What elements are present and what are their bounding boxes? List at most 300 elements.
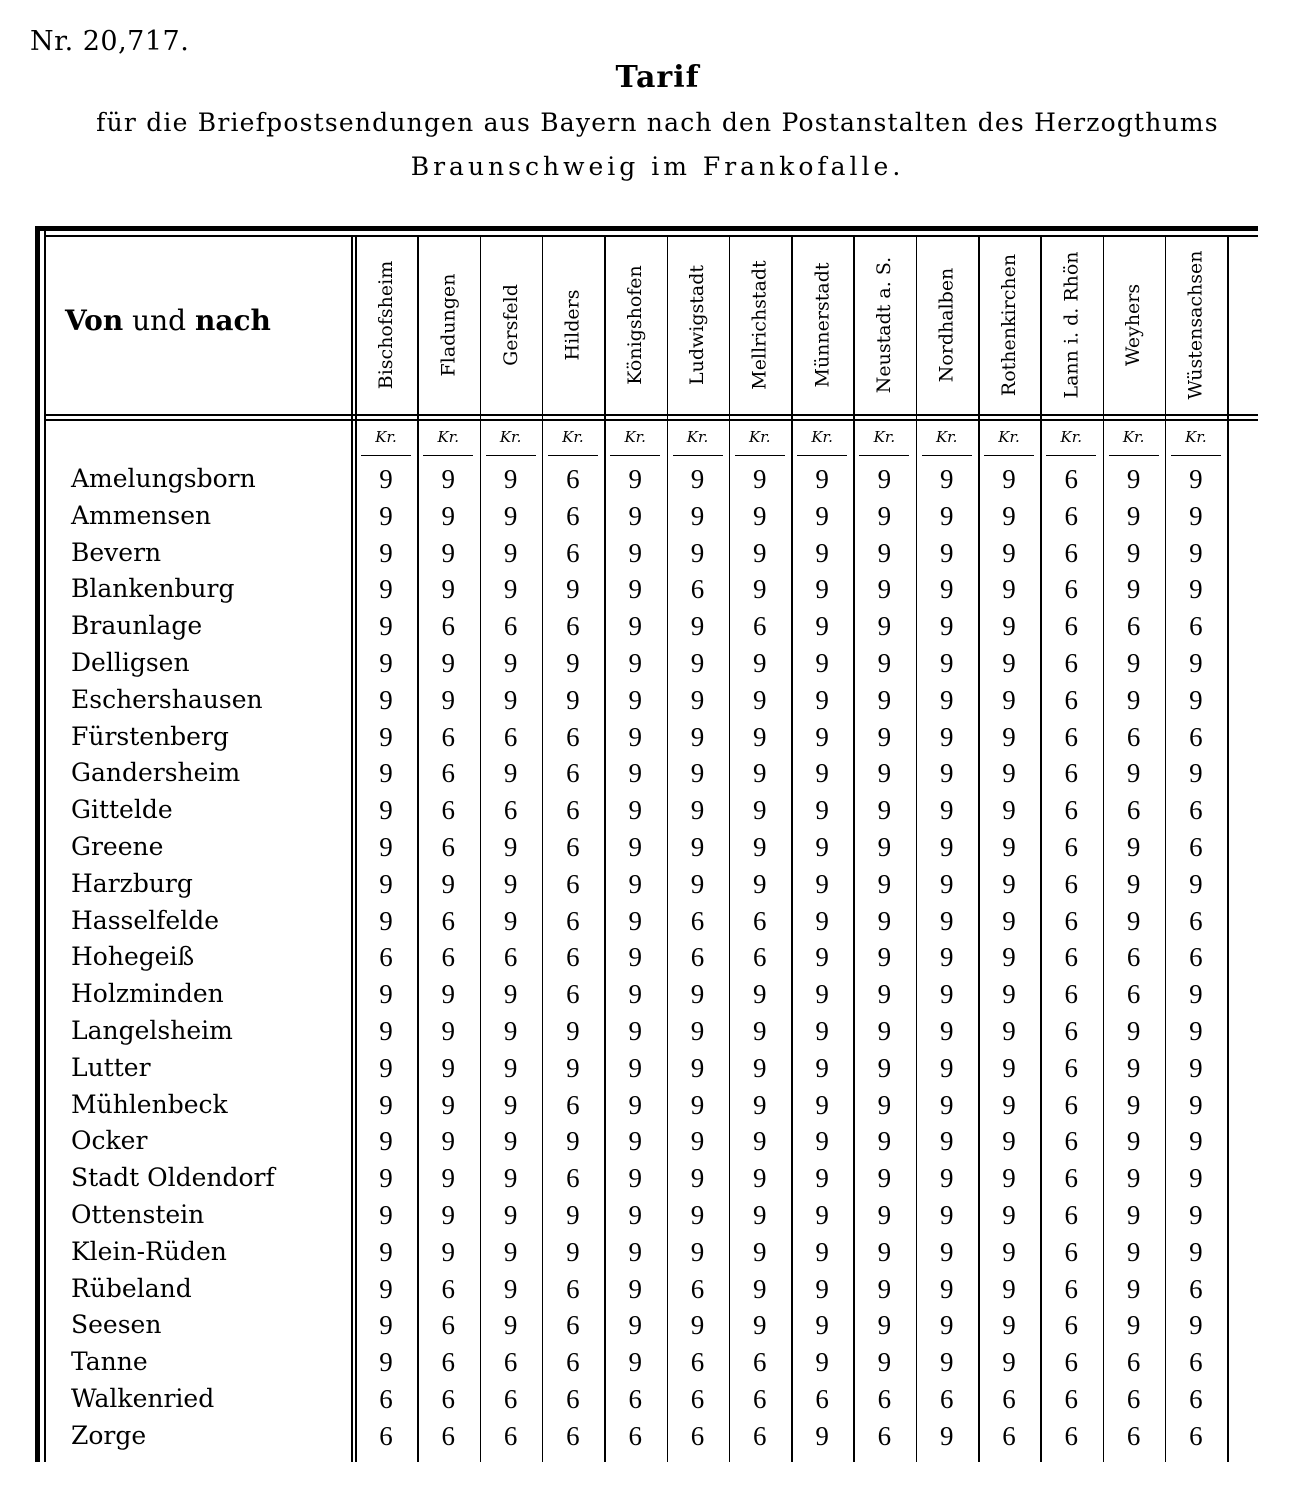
- tariff-cell: 9: [753, 1126, 767, 1157]
- column-header-label: Münnerstadt: [811, 262, 834, 388]
- tariff-cell: 6: [566, 611, 580, 642]
- tariff-cell: 9: [815, 684, 829, 715]
- tariff-cell: 9: [628, 795, 642, 826]
- column-header: [667, 236, 729, 414]
- table-top-rule: [35, 226, 1258, 231]
- tariff-cell: 9: [628, 574, 642, 605]
- tariff-cell: 9: [690, 464, 705, 494]
- column-header-label: Bischofsheim: [375, 260, 397, 390]
- tariff-cell: 9: [1126, 464, 1141, 494]
- tariff-cell: 9: [1002, 979, 1016, 1010]
- tariff-cell: 9: [1126, 1126, 1141, 1157]
- tariff-cell: 6: [566, 537, 580, 568]
- tariff-cell: 9: [1002, 537, 1016, 568]
- corner-header-and: und: [123, 304, 195, 337]
- column: [853, 236, 915, 1462]
- tariff-cell: 6: [1126, 979, 1141, 1010]
- tariff-cell: 9: [503, 574, 518, 605]
- tariff-cell: 9: [1126, 1089, 1141, 1120]
- tariff-cell: 9: [628, 979, 642, 1010]
- row-label: Amelungsborn: [71, 464, 256, 493]
- tariff-cell: 9: [628, 942, 642, 973]
- corner-header-to: nach: [194, 304, 271, 337]
- column: [1103, 236, 1165, 1462]
- tariff-cell: 9: [628, 905, 642, 936]
- tariff-cell: 9: [690, 1052, 705, 1083]
- tariff-cell: 9: [1189, 464, 1203, 494]
- tariff-cell: 6: [441, 942, 456, 973]
- tariff-cell: 9: [939, 1273, 954, 1304]
- row-label: Langelsheim: [71, 1016, 233, 1045]
- tariff-cell: 6: [566, 1384, 580, 1414]
- tariff-cell: 6: [1126, 1347, 1141, 1378]
- tariff-cell: 9: [753, 1089, 767, 1120]
- tariff-cell: 6: [1189, 832, 1203, 862]
- tariff-cell: 6: [1189, 1384, 1203, 1414]
- tariff-cell: 9: [1002, 1089, 1016, 1120]
- tariff-cell: 9: [877, 1273, 892, 1304]
- tariff-cell: 9: [1126, 832, 1141, 862]
- tariff-cell: 9: [690, 1016, 705, 1046]
- tariff-cell: 9: [566, 574, 580, 605]
- tariff-cell: 6: [1064, 1347, 1079, 1378]
- tariff-cell: 6: [441, 1273, 456, 1304]
- tariff-cell: 6: [441, 1347, 456, 1378]
- tariff-cell: 9: [815, 758, 829, 789]
- tariff-cell: 9: [690, 684, 705, 715]
- column-header: [791, 236, 853, 414]
- tariff-cell: 9: [939, 1200, 954, 1230]
- tariff-cell: 9: [753, 795, 767, 826]
- tariff-cell: 6: [690, 1420, 705, 1451]
- tariff-cell: 9: [1189, 684, 1203, 715]
- column-header-label: Nordhalben: [935, 267, 958, 383]
- tariff-cell: 9: [1002, 574, 1016, 605]
- tariff-cell: 9: [690, 500, 705, 531]
- tariff-cell: 6: [441, 1384, 456, 1414]
- tariff-cell: 6: [1189, 795, 1203, 826]
- tariff-cell: 9: [877, 721, 892, 752]
- tariff-cell: 9: [939, 1347, 954, 1378]
- tariff-cell: 9: [379, 1016, 393, 1046]
- tariff-cell: 6: [1126, 942, 1141, 973]
- tariff-cell: 9: [877, 537, 892, 568]
- tariff-cell: 6: [379, 942, 393, 973]
- tariff-cell: 6: [690, 905, 705, 936]
- tariff-cell: 9: [1189, 1236, 1203, 1267]
- tariff-cell: 6: [690, 1273, 705, 1304]
- tariff-cell: 9: [1126, 648, 1141, 678]
- tariff-cell: 6: [566, 1273, 580, 1304]
- tariff-cell: 6: [753, 1420, 767, 1451]
- tariff-cell: 9: [753, 684, 767, 715]
- tariff-cell: 9: [566, 1200, 580, 1230]
- tariff-cell: 9: [753, 1200, 767, 1230]
- tariff-cell: 9: [1189, 648, 1203, 678]
- tariff-cell: 9: [1126, 1273, 1141, 1304]
- tariff-cell: 6: [441, 758, 456, 789]
- tariff-cell: 9: [379, 537, 393, 568]
- tariff-cell: 6: [1064, 795, 1079, 826]
- tariff-cell: 6: [566, 795, 580, 826]
- column-header-label: Neustadt a. S.: [873, 256, 896, 394]
- tariff-cell: 9: [379, 721, 393, 752]
- tariff-cell: 9: [379, 1089, 393, 1120]
- tariff-cell: 9: [503, 537, 518, 568]
- tariff-cell: 6: [566, 464, 580, 494]
- tariff-cell: 6: [1002, 1384, 1016, 1414]
- column-unit-label: Kr.: [361, 423, 411, 456]
- tariff-cell: 9: [503, 905, 518, 936]
- tariff-cell: 9: [753, 721, 767, 752]
- tariff-cell: 9: [628, 1236, 642, 1267]
- tariff-cell: 6: [753, 1384, 767, 1414]
- tariff-cell: 9: [441, 1200, 456, 1230]
- tariff-cell: 6: [379, 1420, 393, 1451]
- column-header: [978, 236, 1040, 414]
- column-header-label: Gersfeld: [499, 284, 522, 366]
- table-left-rule: [35, 226, 40, 1462]
- tariff-cell: 9: [815, 905, 829, 936]
- tariff-cell: 9: [753, 648, 767, 678]
- tariff-cell: 9: [1126, 1200, 1141, 1230]
- tariff-cell: 9: [1189, 1163, 1203, 1194]
- tariff-cell: 6: [1064, 979, 1079, 1010]
- tariff-cell: 9: [1189, 500, 1203, 531]
- tariff-cell: 9: [1002, 500, 1016, 531]
- tariff-cell: 6: [1064, 1420, 1079, 1451]
- tariff-cell: 9: [877, 1236, 892, 1267]
- tariff-cell: 9: [628, 1163, 642, 1194]
- tariff-cell: 9: [1002, 721, 1016, 752]
- tariff-cell: 9: [1189, 1126, 1203, 1157]
- row-label: Ottenstein: [71, 1200, 205, 1229]
- tariff-cell: 6: [1064, 1089, 1079, 1120]
- tariff-cell: 9: [1126, 1163, 1141, 1194]
- tariff-cell: 6: [1064, 942, 1079, 973]
- tariff-cell: 9: [815, 1420, 829, 1451]
- column-unit-label: Kr.: [1109, 423, 1159, 456]
- tariff-cell: 6: [939, 1384, 954, 1414]
- tariff-cell: 6: [815, 1384, 829, 1414]
- tariff-cell: 9: [690, 832, 705, 862]
- tariff-cell: 9: [1126, 1310, 1141, 1341]
- tariff-cell: 6: [628, 1420, 642, 1451]
- column: [978, 236, 1040, 1462]
- column-separator: [1227, 236, 1229, 1462]
- column-unit-label: Kr.: [548, 423, 598, 456]
- tariff-cell: 9: [753, 500, 767, 531]
- tariff-cell: 6: [566, 721, 580, 752]
- tariff-cell: 9: [379, 832, 393, 862]
- column: [1165, 236, 1227, 1462]
- tariff-cell: 6: [1064, 832, 1079, 862]
- row-label: Delligsen: [71, 648, 190, 677]
- tariff-cell: 9: [690, 1200, 705, 1230]
- tariff-cell: 6: [1064, 1236, 1079, 1267]
- tariff-cell: 9: [379, 1347, 393, 1378]
- tariff-cell: 9: [1002, 1052, 1016, 1083]
- tariff-cell: 9: [628, 648, 642, 678]
- tariff-cell: 9: [441, 1052, 456, 1083]
- tariff-cell: 6: [690, 1347, 705, 1378]
- tariff-cell: 9: [815, 1200, 829, 1230]
- tariff-cell: 9: [815, 942, 829, 973]
- tariff-cell: 9: [503, 1089, 518, 1120]
- tariff-cell: 9: [753, 1273, 767, 1304]
- tariff-cell: 9: [379, 868, 393, 899]
- tariff-cell: 9: [1126, 1016, 1141, 1046]
- tariff-cell: 9: [939, 942, 954, 973]
- tariff-cell: 9: [753, 1310, 767, 1341]
- tariff-cell: 9: [441, 684, 456, 715]
- tariff-cell: 6: [1189, 905, 1203, 936]
- tariff-cell: 9: [753, 1052, 767, 1083]
- tariff-cell: 6: [753, 942, 767, 973]
- tariff-cell: 6: [1064, 1163, 1079, 1194]
- column-header: [916, 236, 978, 414]
- tariff-cell: 9: [877, 832, 892, 862]
- tariff-cell: 9: [566, 1236, 580, 1267]
- tariff-cell: 6: [1064, 574, 1079, 605]
- column: [542, 236, 604, 1462]
- tariff-cell: 9: [753, 1016, 767, 1046]
- row-label: Tanne: [71, 1347, 148, 1377]
- tariff-cell: 9: [441, 648, 456, 678]
- tariff-cell: 6: [1064, 648, 1079, 678]
- tariff-cell: 6: [1064, 537, 1079, 568]
- column: [791, 236, 853, 1462]
- tariff-cell: 9: [877, 574, 892, 605]
- tariff-cell: 6: [1189, 942, 1203, 973]
- document-subtitle-line2: Braunschweig im Frankofalle.: [410, 152, 905, 181]
- tariff-cell: 9: [815, 795, 829, 826]
- tariff-cell: 6: [503, 795, 518, 826]
- tariff-cell: 9: [503, 832, 518, 862]
- tariff-cell: 9: [1189, 1016, 1203, 1046]
- tariff-cell: 9: [1002, 868, 1016, 899]
- column-unit-label: Kr.: [486, 423, 536, 456]
- row-label: Hasselfelde: [71, 905, 219, 935]
- tariff-cell: 9: [753, 574, 767, 605]
- row-label: Klein-Rüden: [71, 1236, 227, 1266]
- tariff-cell: 9: [815, 1273, 829, 1304]
- tariff-cell: 9: [815, 464, 829, 494]
- tariff-cell: 6: [566, 500, 580, 531]
- tariff-cell: 9: [379, 795, 393, 826]
- tariff-cell: 9: [1126, 574, 1141, 605]
- tariff-cell: 9: [1002, 1163, 1016, 1194]
- tariff-cell: 9: [1002, 648, 1016, 678]
- tariff-cell: 9: [1189, 1310, 1203, 1341]
- tariff-cell: 9: [379, 1273, 393, 1304]
- tariff-cell: 9: [877, 464, 892, 494]
- tariff-cell: 9: [1189, 979, 1203, 1010]
- row-label: Walkenried: [71, 1384, 215, 1413]
- column: [667, 236, 729, 1462]
- column-unit-label: Kr.: [922, 423, 972, 456]
- tariff-cell: 6: [1126, 611, 1141, 642]
- tariff-cell: 6: [441, 1420, 456, 1451]
- tariff-cell: 9: [877, 868, 892, 899]
- tariff-cell: 9: [939, 464, 954, 494]
- tariff-cell: 9: [628, 758, 642, 789]
- tariff-cell: 9: [1189, 1052, 1203, 1083]
- tariff-cell: 9: [939, 1016, 954, 1046]
- tariff-cell: 9: [877, 1163, 892, 1194]
- tariff-cell: 6: [566, 1420, 580, 1451]
- tariff-cell: 9: [815, 1310, 829, 1341]
- tariff-cell: 9: [1189, 1089, 1203, 1120]
- column-header-label: Ludwigstadt: [686, 264, 709, 386]
- tariff-cell: 6: [1064, 500, 1079, 531]
- row-label: Eschershausen: [71, 684, 263, 714]
- tariff-cell: 6: [566, 1347, 580, 1378]
- tariff-cell: 6: [1064, 1384, 1079, 1414]
- tariff-cell: 9: [1002, 684, 1016, 715]
- column-header-label: Rothenkirchen: [998, 253, 1021, 397]
- tariff-cell: 9: [1002, 611, 1016, 642]
- tariff-cell: 9: [939, 905, 954, 936]
- tariff-cell: 9: [1126, 868, 1141, 899]
- tariff-cell: 9: [628, 1126, 642, 1157]
- column-unit-label: Kr.: [984, 423, 1034, 456]
- tariff-cell: 9: [1126, 758, 1141, 789]
- tariff-cell: 9: [877, 1126, 892, 1157]
- corner-header: [65, 304, 345, 337]
- tariff-cell: 9: [628, 1052, 642, 1083]
- tariff-cell: 9: [815, 1347, 829, 1378]
- tariff-cell: 6: [753, 611, 767, 642]
- tariff-cell: 6: [566, 1089, 580, 1120]
- tariff-cell: 9: [503, 1126, 518, 1157]
- tariff-cell: 9: [503, 979, 518, 1010]
- tariff-cell: 9: [566, 648, 580, 678]
- tariff-cell: 9: [690, 721, 705, 752]
- tariff-cell: 6: [1064, 611, 1079, 642]
- tariff-cell: 9: [503, 1016, 518, 1046]
- tariff-cell: 9: [1189, 574, 1203, 605]
- tariff-cell: 9: [379, 758, 393, 789]
- tariff-cell: 9: [503, 500, 518, 531]
- tariff-cell: 9: [379, 574, 393, 605]
- tariff-cell: 9: [379, 1236, 393, 1267]
- tariff-cell: 9: [628, 1016, 642, 1046]
- tariff-cell: 9: [939, 1163, 954, 1194]
- column-unit-label: Kr.: [423, 423, 473, 456]
- tariff-cell: 9: [877, 500, 892, 531]
- tariff-cell: 6: [379, 1384, 393, 1414]
- row-label: Fürstenberg: [71, 721, 229, 751]
- tariff-cell: 6: [503, 721, 518, 752]
- tariff-cell: 9: [815, 1016, 829, 1046]
- tariff-cell: 9: [753, 979, 767, 1010]
- document-subtitle-line1: für die Briefpostsendungen aus Bayern nach den Postanstalten des Herzogthums: [96, 108, 1219, 137]
- tariff-cell: 6: [1064, 721, 1079, 752]
- tariff-cell: 6: [1189, 721, 1203, 752]
- tariff-cell: 9: [939, 979, 954, 1010]
- tariff-cell: 6: [1064, 684, 1079, 715]
- tariff-cell: 6: [1064, 464, 1079, 494]
- tariff-cell: 9: [939, 721, 954, 752]
- tariff-cell: 9: [503, 648, 518, 678]
- tariff-cell: 9: [690, 1163, 705, 1194]
- tariff-cell: 6: [1002, 1420, 1016, 1451]
- tariff-cell: 9: [566, 1016, 580, 1046]
- column-unit-label: Kr.: [735, 423, 785, 456]
- tariff-cell: 9: [877, 795, 892, 826]
- tariff-cell: 9: [1002, 1310, 1016, 1341]
- tariff-cell: 9: [1126, 1052, 1141, 1083]
- tariff-cell: 6: [1189, 1420, 1203, 1451]
- tariff-cell: 9: [939, 1052, 954, 1083]
- tariff-cell: 9: [939, 684, 954, 715]
- tariff-cell: 9: [628, 1089, 642, 1120]
- tariff-cell: 9: [939, 832, 954, 862]
- column-header: [853, 236, 915, 414]
- row-label: Seesen: [71, 1310, 162, 1340]
- tariff-cell: 6: [566, 979, 580, 1010]
- tariff-cell: 9: [1189, 758, 1203, 789]
- column-header-label: Weyhers: [1122, 283, 1145, 367]
- column-unit-label: Kr.: [673, 423, 723, 456]
- row-label: Lutter: [71, 1052, 151, 1082]
- tariff-cell: 9: [690, 868, 705, 899]
- tariff-cell: 9: [1002, 464, 1016, 494]
- tariff-cell: 9: [628, 1273, 642, 1304]
- column: [417, 236, 479, 1462]
- column: [355, 236, 417, 1462]
- tariff-cell: 6: [877, 1384, 892, 1414]
- tariff-cell: 9: [815, 721, 829, 752]
- tariff-cell: 9: [503, 758, 518, 789]
- tariff-cell: 9: [379, 1052, 393, 1083]
- tariff-cell: 9: [753, 832, 767, 862]
- tariff-cell: 6: [1189, 1347, 1203, 1378]
- tariff-cell: 9: [1189, 868, 1203, 899]
- tariff-cell: 6: [503, 1384, 518, 1414]
- row-label: Bevern: [71, 537, 162, 567]
- tariff-cell: 6: [441, 1310, 456, 1341]
- tariff-cell: 6: [690, 574, 705, 605]
- tariff-cell: 9: [441, 1126, 456, 1157]
- tariff-cell: 9: [939, 1420, 954, 1451]
- column-header: [729, 236, 791, 414]
- row-label: Ammensen: [71, 500, 212, 530]
- tariff-cell: 9: [628, 684, 642, 715]
- tariff-cell: 9: [503, 1310, 518, 1341]
- column-unit-label: Kr.: [859, 423, 909, 456]
- column: [729, 236, 791, 1462]
- document-number: Nr. 20,717.: [30, 26, 190, 57]
- tariff-table: [35, 226, 1258, 1462]
- row-label: Gittelde: [71, 795, 173, 825]
- tariff-cell: 9: [628, 537, 642, 568]
- tariff-cell: 6: [566, 868, 580, 899]
- tariff-cell: 9: [628, 1200, 642, 1230]
- tariff-cell: 9: [628, 832, 642, 862]
- tariff-cell: 9: [690, 1126, 705, 1157]
- tariff-cell: 9: [690, 537, 705, 568]
- tariff-cell: 6: [566, 758, 580, 789]
- tariff-cell: 9: [1002, 1273, 1016, 1304]
- tariff-cell: 9: [1189, 537, 1203, 568]
- table-left-inner-rule: [44, 231, 46, 1462]
- tariff-cell: 9: [753, 758, 767, 789]
- column: [916, 236, 978, 1462]
- tariff-cell: 9: [441, 1016, 456, 1046]
- tariff-cell: 9: [690, 1236, 705, 1267]
